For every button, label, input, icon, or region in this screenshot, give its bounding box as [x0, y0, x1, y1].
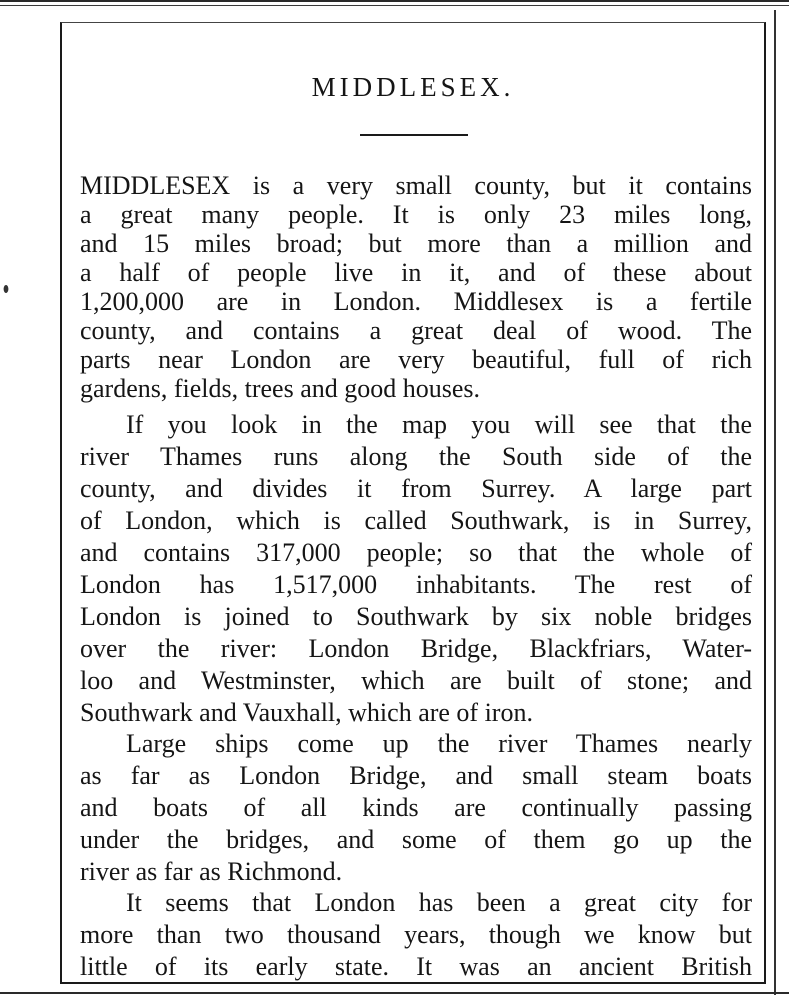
body-line: London is joined to Southwark by six noble bridges — [80, 602, 752, 631]
body-line: as far as London Bridge, and small steam boats — [80, 761, 752, 790]
ink-speck — [3, 284, 10, 295]
body-line: MIDDLESEX is a very small county, but it contains — [80, 171, 752, 200]
body-line: over the river: London Bridge, Blackfriars, Water- — [80, 634, 752, 663]
body-line: gardens, fields, trees and good houses. — [80, 374, 481, 403]
page-bottom-edge — [0, 992, 789, 994]
body-line: river Thames runs along the South side of the — [80, 442, 752, 471]
body-line: county, and contains a great deal of wood. The — [80, 316, 752, 345]
body-line: It seems that London has been a great city for — [126, 888, 752, 917]
body-line: river as far as Richmond. — [80, 857, 343, 886]
body-line: London has 1,517,000 inhabitants. The rest of — [80, 570, 752, 599]
body-line: a half of people live in it, and of these about — [80, 258, 752, 287]
body-line: and contains 317,000 people; so that the whole of — [80, 538, 752, 567]
body-line: under the bridges, and some of them go up the — [80, 825, 752, 854]
title-divider — [360, 134, 468, 136]
body-line: Southwark and Vauxhall, which are of iron. — [80, 698, 533, 727]
body-line: Large ships come up the river Thames nearly — [126, 729, 752, 758]
page-right-edge — [774, 10, 776, 995]
body-line: a great many people. It is only 23 miles long, — [80, 200, 752, 229]
body-line: 1,200,000 are in London. Middlesex is a fertile — [80, 287, 752, 316]
body-line: loo and Westminster, which are built of stone; and — [80, 666, 752, 695]
body-line: little of its early state. It was an ancient British — [80, 952, 752, 981]
body-line: of London, which is called Southwark, is in Surrey, — [80, 506, 752, 535]
page-top-edge — [0, 0, 789, 14]
body-line: county, and divides it from Surrey. A large part — [80, 474, 752, 503]
body-line: more than two thousand years, though we know but — [80, 920, 752, 949]
body-line: parts near London are very beautiful, full of rich — [80, 345, 752, 374]
page-title: MIDDLESEX. — [311, 72, 515, 102]
body-line: If you look in the map you will see that the — [126, 410, 752, 439]
body-line: and 15 miles broad; but more than a million and — [80, 229, 752, 258]
body-line: and boats of all kinds are continually passing — [80, 793, 752, 822]
